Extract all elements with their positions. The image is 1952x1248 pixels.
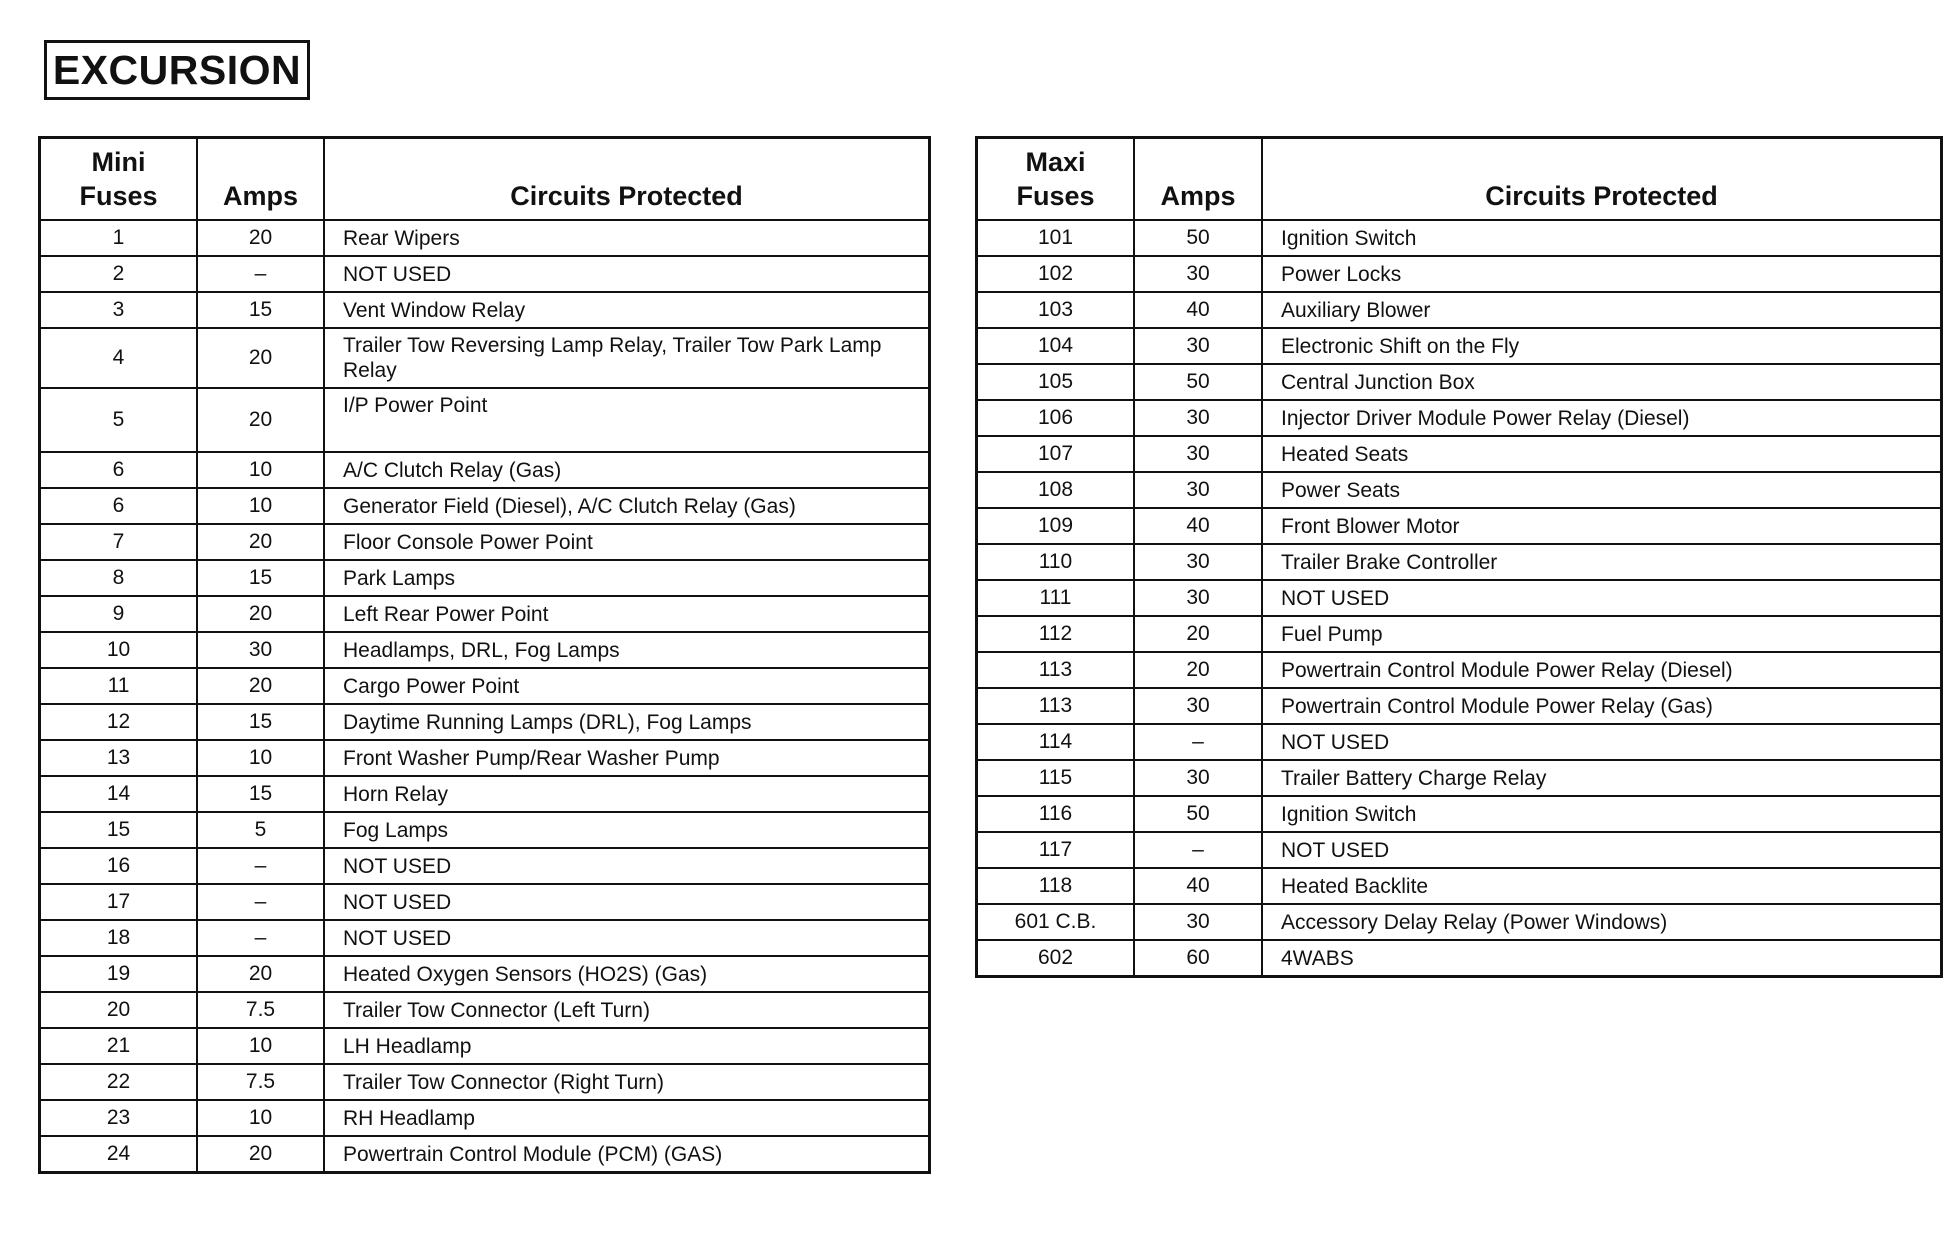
circuit-description: Front Blower Motor [1262, 508, 1942, 544]
fuse-number: 107 [977, 436, 1135, 472]
table-row [40, 524, 930, 560]
table-row [40, 668, 930, 704]
table-row [977, 400, 1942, 436]
circuit-description: Trailer Battery Charge Relay [1262, 760, 1942, 796]
fuse-number: 3 [40, 292, 198, 328]
fuse-number: 16 [40, 848, 198, 884]
table-row [40, 740, 930, 776]
circuit-description: I/P Power Point [324, 388, 930, 452]
table-row [40, 292, 930, 328]
amps-value: 40 [1134, 508, 1262, 544]
amps-value: 5 [197, 812, 324, 848]
circuit-description: A/C Clutch Relay (Gas) [324, 452, 930, 488]
table-row [40, 704, 930, 740]
table-row [40, 596, 930, 632]
circuit-description: Trailer Tow Reversing Lamp Relay, Trailer Tow Park Lamp Relay [324, 328, 930, 388]
amps-value: 60 [1134, 940, 1262, 977]
table-row [40, 992, 930, 1028]
amps-value: 20 [197, 388, 324, 452]
header-line: Maxi [1025, 147, 1086, 177]
fuse-number: 5 [40, 388, 198, 452]
amps-value: 30 [197, 632, 324, 668]
column-header-amps: Amps [1134, 138, 1262, 221]
fuse-number: 6 [40, 488, 198, 524]
fuse-number: 114 [977, 724, 1135, 760]
circuit-description: NOT USED [324, 256, 930, 292]
amps-value: 40 [1134, 292, 1262, 328]
column-header-maxi-fuses [977, 138, 1135, 221]
fuse-number: 110 [977, 544, 1135, 580]
table-row [40, 1136, 930, 1173]
fuse-number: 106 [977, 400, 1135, 436]
table-row [977, 832, 1942, 868]
table-row [977, 220, 1942, 256]
table-row [40, 1028, 930, 1064]
amps-value: 20 [197, 596, 324, 632]
fuse-number: 11 [40, 668, 198, 704]
table-row [40, 256, 930, 292]
amps-value: 15 [197, 704, 324, 740]
table-row [40, 920, 930, 956]
table-row [977, 508, 1942, 544]
table-row [977, 328, 1942, 364]
table-row [977, 796, 1942, 832]
fuse-number: 602 [977, 940, 1135, 977]
table-header-row [40, 138, 930, 221]
amps-value: 20 [1134, 652, 1262, 688]
table-row [977, 616, 1942, 652]
amps-value: 20 [197, 668, 324, 704]
amps-value: 40 [1134, 868, 1262, 904]
fuse-number: 9 [40, 596, 198, 632]
amps-value: 30 [1134, 400, 1262, 436]
circuit-description: Vent Window Relay [324, 292, 930, 328]
amps-value: 30 [1134, 760, 1262, 796]
table-row [40, 884, 930, 920]
table-row [977, 940, 1942, 977]
column-header-amps: Amps [197, 138, 324, 221]
fuse-number: 14 [40, 776, 198, 812]
table-row [40, 776, 930, 812]
fuse-number: 105 [977, 364, 1135, 400]
table-row [40, 812, 930, 848]
circuit-description: 4WABS [1262, 940, 1942, 977]
amps-value: – [1134, 724, 1262, 760]
circuit-description: NOT USED [324, 884, 930, 920]
amps-value: 20 [197, 328, 324, 388]
circuit-description: Power Seats [1262, 472, 1942, 508]
fuse-number: 19 [40, 956, 198, 992]
fuse-number: 4 [40, 328, 198, 388]
circuit-description: Floor Console Power Point [324, 524, 930, 560]
circuit-description: LH Headlamp [324, 1028, 930, 1064]
amps-value: 50 [1134, 796, 1262, 832]
amps-value: 15 [197, 560, 324, 596]
table-row [977, 256, 1942, 292]
circuit-description: Ignition Switch [1262, 796, 1942, 832]
amps-value: 20 [197, 1136, 324, 1173]
circuit-description: Trailer Tow Connector (Right Turn) [324, 1064, 930, 1100]
table-header-row [977, 138, 1942, 221]
fuse-number: 112 [977, 616, 1135, 652]
table-row [40, 1100, 930, 1136]
fuse-number: 109 [977, 508, 1135, 544]
circuit-description: Injector Driver Module Power Relay (Diesel) [1262, 400, 1942, 436]
fuse-number: 113 [977, 688, 1135, 724]
fuse-number: 101 [977, 220, 1135, 256]
fuse-number: 17 [40, 884, 198, 920]
table-row [977, 472, 1942, 508]
table-row [40, 452, 930, 488]
fuse-number: 111 [977, 580, 1135, 616]
table-row [977, 292, 1942, 328]
circuit-description: Rear Wipers [324, 220, 930, 256]
amps-value: 30 [1134, 436, 1262, 472]
amps-value: 30 [1134, 688, 1262, 724]
table-row [40, 848, 930, 884]
circuit-description: NOT USED [1262, 580, 1942, 616]
table-row [977, 652, 1942, 688]
maxi-fuse-table [975, 136, 1943, 978]
fuse-number: 12 [40, 704, 198, 740]
circuit-description: Trailer Tow Connector (Left Turn) [324, 992, 930, 1028]
fuse-number: 113 [977, 652, 1135, 688]
circuit-description: Electronic Shift on the Fly [1262, 328, 1942, 364]
circuit-description: Ignition Switch [1262, 220, 1942, 256]
table-row [977, 364, 1942, 400]
amps-value: 20 [197, 220, 324, 256]
amps-value: – [1134, 832, 1262, 868]
amps-value: 20 [197, 524, 324, 560]
circuit-description: Horn Relay [324, 776, 930, 812]
column-header-circuits: Circuits Protected [1262, 138, 1942, 221]
circuit-description: Left Rear Power Point [324, 596, 930, 632]
fuse-number: 15 [40, 812, 198, 848]
circuit-description: Cargo Power Point [324, 668, 930, 704]
fuse-number: 22 [40, 1064, 198, 1100]
mini-fuse-table [38, 136, 931, 1174]
circuit-description: NOT USED [1262, 832, 1942, 868]
amps-value: 15 [197, 776, 324, 812]
circuit-description: Generator Field (Diesel), A/C Clutch Relay (Gas) [324, 488, 930, 524]
amps-value: 15 [197, 292, 324, 328]
fuse-number: 601 C.B. [977, 904, 1135, 940]
circuit-description: Fog Lamps [324, 812, 930, 848]
amps-value: 10 [197, 452, 324, 488]
fuse-number: 115 [977, 760, 1135, 796]
amps-value: 50 [1134, 220, 1262, 256]
circuit-description: RH Headlamp [324, 1100, 930, 1136]
amps-value: – [197, 848, 324, 884]
amps-value: – [197, 920, 324, 956]
table-row [40, 956, 930, 992]
circuit-description: NOT USED [1262, 724, 1942, 760]
table-row [40, 1064, 930, 1100]
fuse-number: 1 [40, 220, 198, 256]
circuit-description: NOT USED [324, 848, 930, 884]
amps-value: – [197, 884, 324, 920]
table-row [977, 724, 1942, 760]
amps-value: 20 [197, 956, 324, 992]
table-row [977, 580, 1942, 616]
fuse-number: 13 [40, 740, 198, 776]
table-row [977, 868, 1942, 904]
table-row [40, 488, 930, 524]
fuse-number: 20 [40, 992, 198, 1028]
amps-value: 30 [1134, 472, 1262, 508]
table-row [40, 388, 930, 452]
fuse-number: 23 [40, 1100, 198, 1136]
fuse-number: 18 [40, 920, 198, 956]
column-header-circuits: Circuits Protected [324, 138, 930, 221]
circuit-description: Accessory Delay Relay (Power Windows) [1262, 904, 1942, 940]
amps-value: – [197, 256, 324, 292]
column-header-mini-fuses [40, 138, 198, 221]
table-row [977, 904, 1942, 940]
header-line: Fuses [79, 181, 158, 211]
fuse-number: 6 [40, 452, 198, 488]
amps-value: 30 [1134, 580, 1262, 616]
header-line: Fuses [1016, 181, 1095, 211]
amps-value: 10 [197, 740, 324, 776]
amps-value: 10 [197, 1100, 324, 1136]
circuit-description: NOT USED [324, 920, 930, 956]
table-row [40, 328, 930, 388]
table-row [40, 632, 930, 668]
circuit-description: Trailer Brake Controller [1262, 544, 1942, 580]
circuit-description: Fuel Pump [1262, 616, 1942, 652]
fuse-number: 118 [977, 868, 1135, 904]
amps-value: 7.5 [197, 1064, 324, 1100]
fuse-number: 116 [977, 796, 1135, 832]
page-title: EXCURSION [44, 40, 310, 100]
table-row [977, 544, 1942, 580]
circuit-description: Central Junction Box [1262, 364, 1942, 400]
circuit-description: Heated Seats [1262, 436, 1942, 472]
circuit-description: Headlamps, DRL, Fog Lamps [324, 632, 930, 668]
fuse-number: 24 [40, 1136, 198, 1173]
fuse-number: 102 [977, 256, 1135, 292]
amps-value: 30 [1134, 256, 1262, 292]
fuse-number: 10 [40, 632, 198, 668]
amps-value: 10 [197, 488, 324, 524]
circuit-description: Powertrain Control Module (PCM) (GAS) [324, 1136, 930, 1173]
circuit-description: Power Locks [1262, 256, 1942, 292]
circuit-description: Auxiliary Blower [1262, 292, 1942, 328]
amps-value: 10 [197, 1028, 324, 1064]
amps-value: 30 [1134, 904, 1262, 940]
table-row [977, 436, 1942, 472]
circuit-description: Front Washer Pump/Rear Washer Pump [324, 740, 930, 776]
circuit-description: Heated Oxygen Sensors (HO2S) (Gas) [324, 956, 930, 992]
header-line: Mini [91, 147, 146, 177]
fuse-number: 8 [40, 560, 198, 596]
circuit-description: Park Lamps [324, 560, 930, 596]
fuse-number: 7 [40, 524, 198, 560]
table-row [40, 560, 930, 596]
circuit-description: Powertrain Control Module Power Relay (Gas) [1262, 688, 1942, 724]
circuit-description: Heated Backlite [1262, 868, 1942, 904]
fuse-number: 104 [977, 328, 1135, 364]
table-row [977, 760, 1942, 796]
amps-value: 50 [1134, 364, 1262, 400]
fuse-number: 2 [40, 256, 198, 292]
fuse-number: 117 [977, 832, 1135, 868]
fuse-number: 21 [40, 1028, 198, 1064]
amps-value: 20 [1134, 616, 1262, 652]
circuit-description: Daytime Running Lamps (DRL), Fog Lamps [324, 704, 930, 740]
table-row [977, 688, 1942, 724]
fuse-number: 103 [977, 292, 1135, 328]
fuse-number: 108 [977, 472, 1135, 508]
amps-value: 7.5 [197, 992, 324, 1028]
table-row [40, 220, 930, 256]
circuit-description: Powertrain Control Module Power Relay (Diesel) [1262, 652, 1942, 688]
amps-value: 30 [1134, 328, 1262, 364]
amps-value: 30 [1134, 544, 1262, 580]
